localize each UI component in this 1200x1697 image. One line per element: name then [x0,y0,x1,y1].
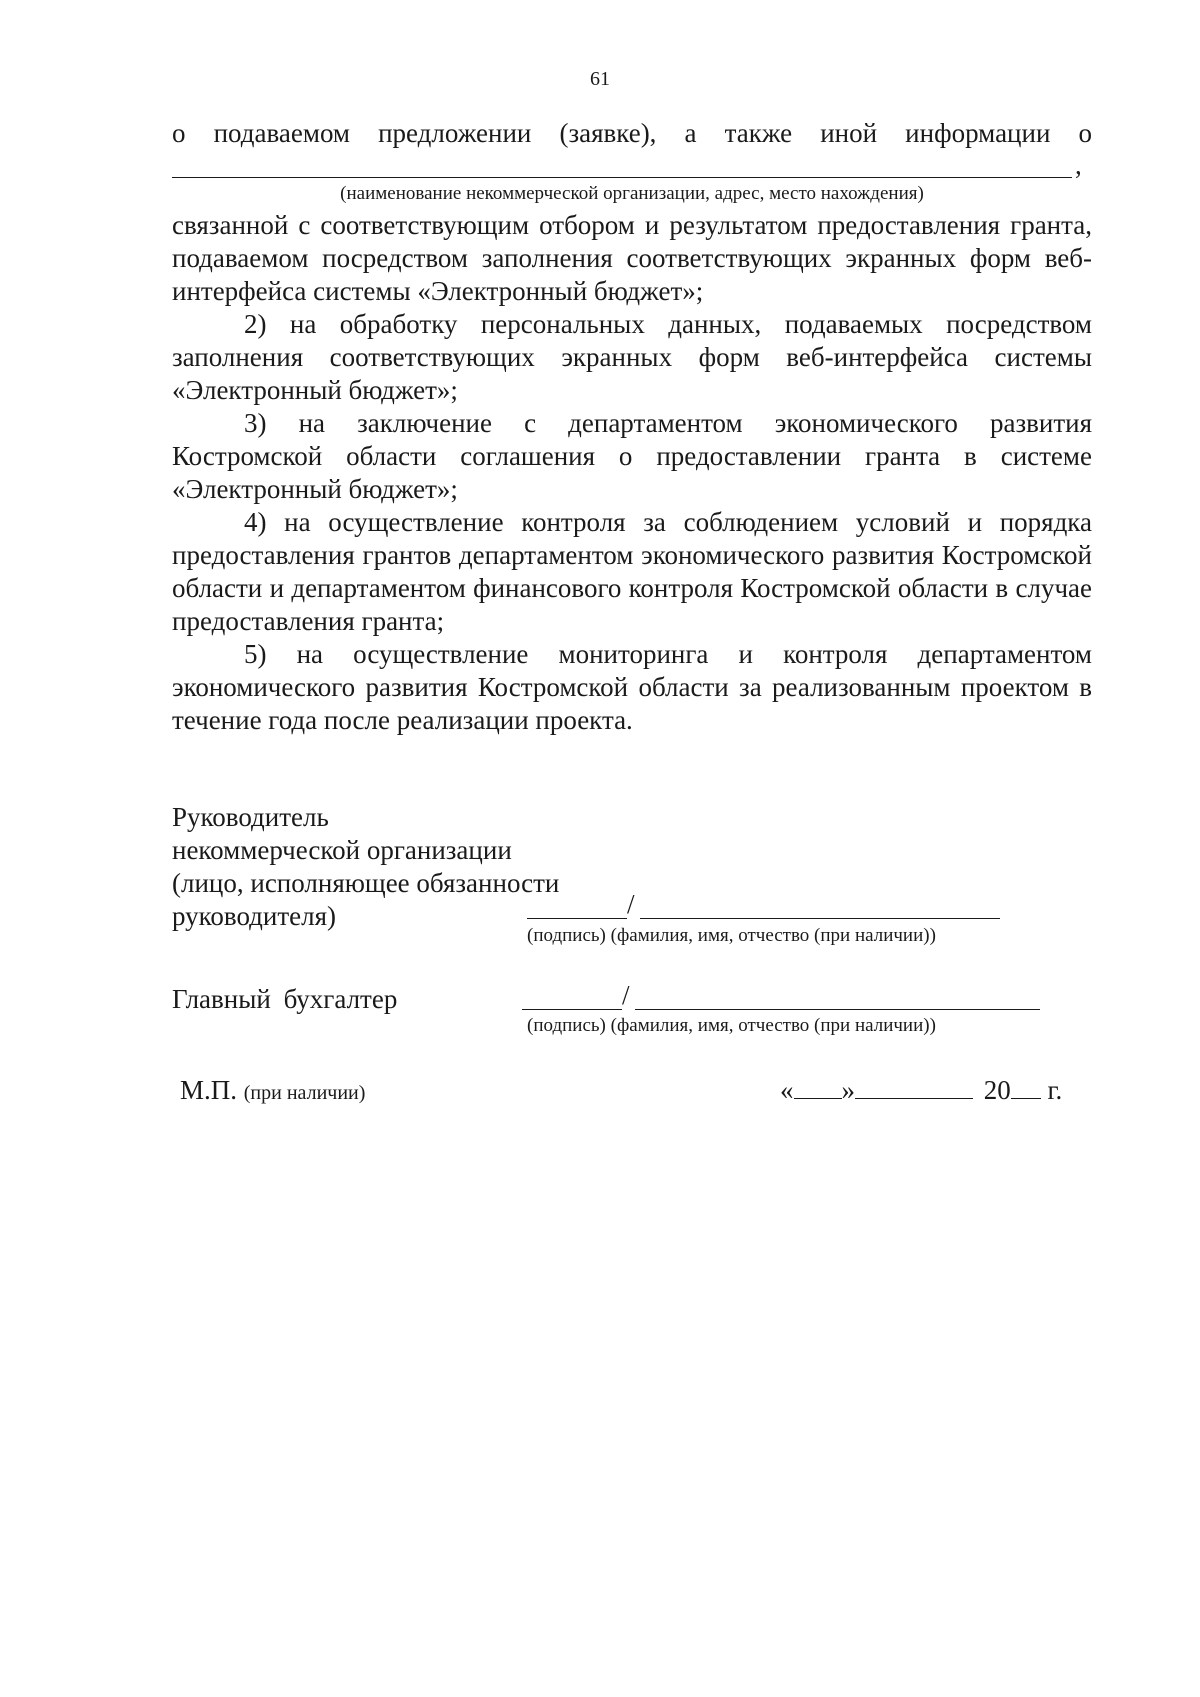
accountant-signature-field[interactable] [522,985,622,1010]
head-signature-slash: / [627,889,635,919]
paragraph-item-4: 4) на осуществление контроля за соблюдением условий и порядка предоставления грантов департаментом экономического развития Костромской области и департаментом финансового контроля Костромской области в случае предоставления гранта; [172,507,1092,636]
paragraph-continuation: связанной с соответствующим отбором и результатом предоставления гранта, подаваемом посредством заполнения соответствующих экранных форм веб-интерфейса системы «Электронный бюджет»; [172,210,1092,306]
date-line [780,1074,1062,1107]
accountant-signature-caption: (подпись) (фамилия, имя, отчество (при наличии)) [527,1015,936,1036]
org-name-comma: , [1075,150,1082,180]
first-line: о подаваемом предложении (заявке), а также иной информации о [172,118,1092,148]
date-year-suffix: г. [1047,1075,1063,1105]
accountant-signature-slash: / [622,980,630,1010]
date-year-field[interactable] [1011,1074,1041,1099]
org-name-caption: (наименование некоммерческой организации, адрес, место нахождения) [340,183,924,204]
date-day-field[interactable] [794,1074,842,1099]
org-name-blank-line [172,157,1072,178]
date-close-quote: » [841,1075,855,1105]
date-year-prefix: 20 [983,1075,1011,1105]
paragraph-item-2: 2) на обработку персональных данных, подаваемых посредством заполнения соответствующих экранных форм веб-интерфейса системы «Электронный бюджет»; [172,309,1092,405]
head-title-line: Руководитель [172,802,329,832]
page-number: 61 [590,68,610,90]
stamp-label [180,1074,365,1110]
accountant-label: Главный бухгалтер [172,984,398,1014]
accountant-name-field[interactable] [635,985,1040,1010]
date-open-quote: « [780,1075,794,1105]
head-title-line: руководителя) [172,901,337,931]
paragraph-item-5: 5) на осуществление мониторинга и контроля департаментом экономического развития Костромской области за реализованным проектом в течение года после реализации проекта. [172,639,1092,735]
head-title-line: (лицо, исполняющее обязанности [172,868,560,898]
consent-paragraphs [172,209,1092,737]
head-signature-field[interactable] [527,894,627,919]
stamp-text: М.П. [180,1075,238,1105]
head-name-field[interactable] [640,894,1000,919]
date-month-field[interactable] [855,1074,973,1099]
head-signature-caption: (подпись) (фамилия, имя, отчество (при наличии)) [527,925,936,946]
paragraph-item-3: 3) на заключение с департаментом экономического развития Костромской области соглашения о предоставлении гранта в системе «Электронный бюджет»; [172,408,1092,504]
head-title-line: некоммерческой организации [172,835,512,865]
stamp-note: (при наличии) [243,1082,366,1104]
